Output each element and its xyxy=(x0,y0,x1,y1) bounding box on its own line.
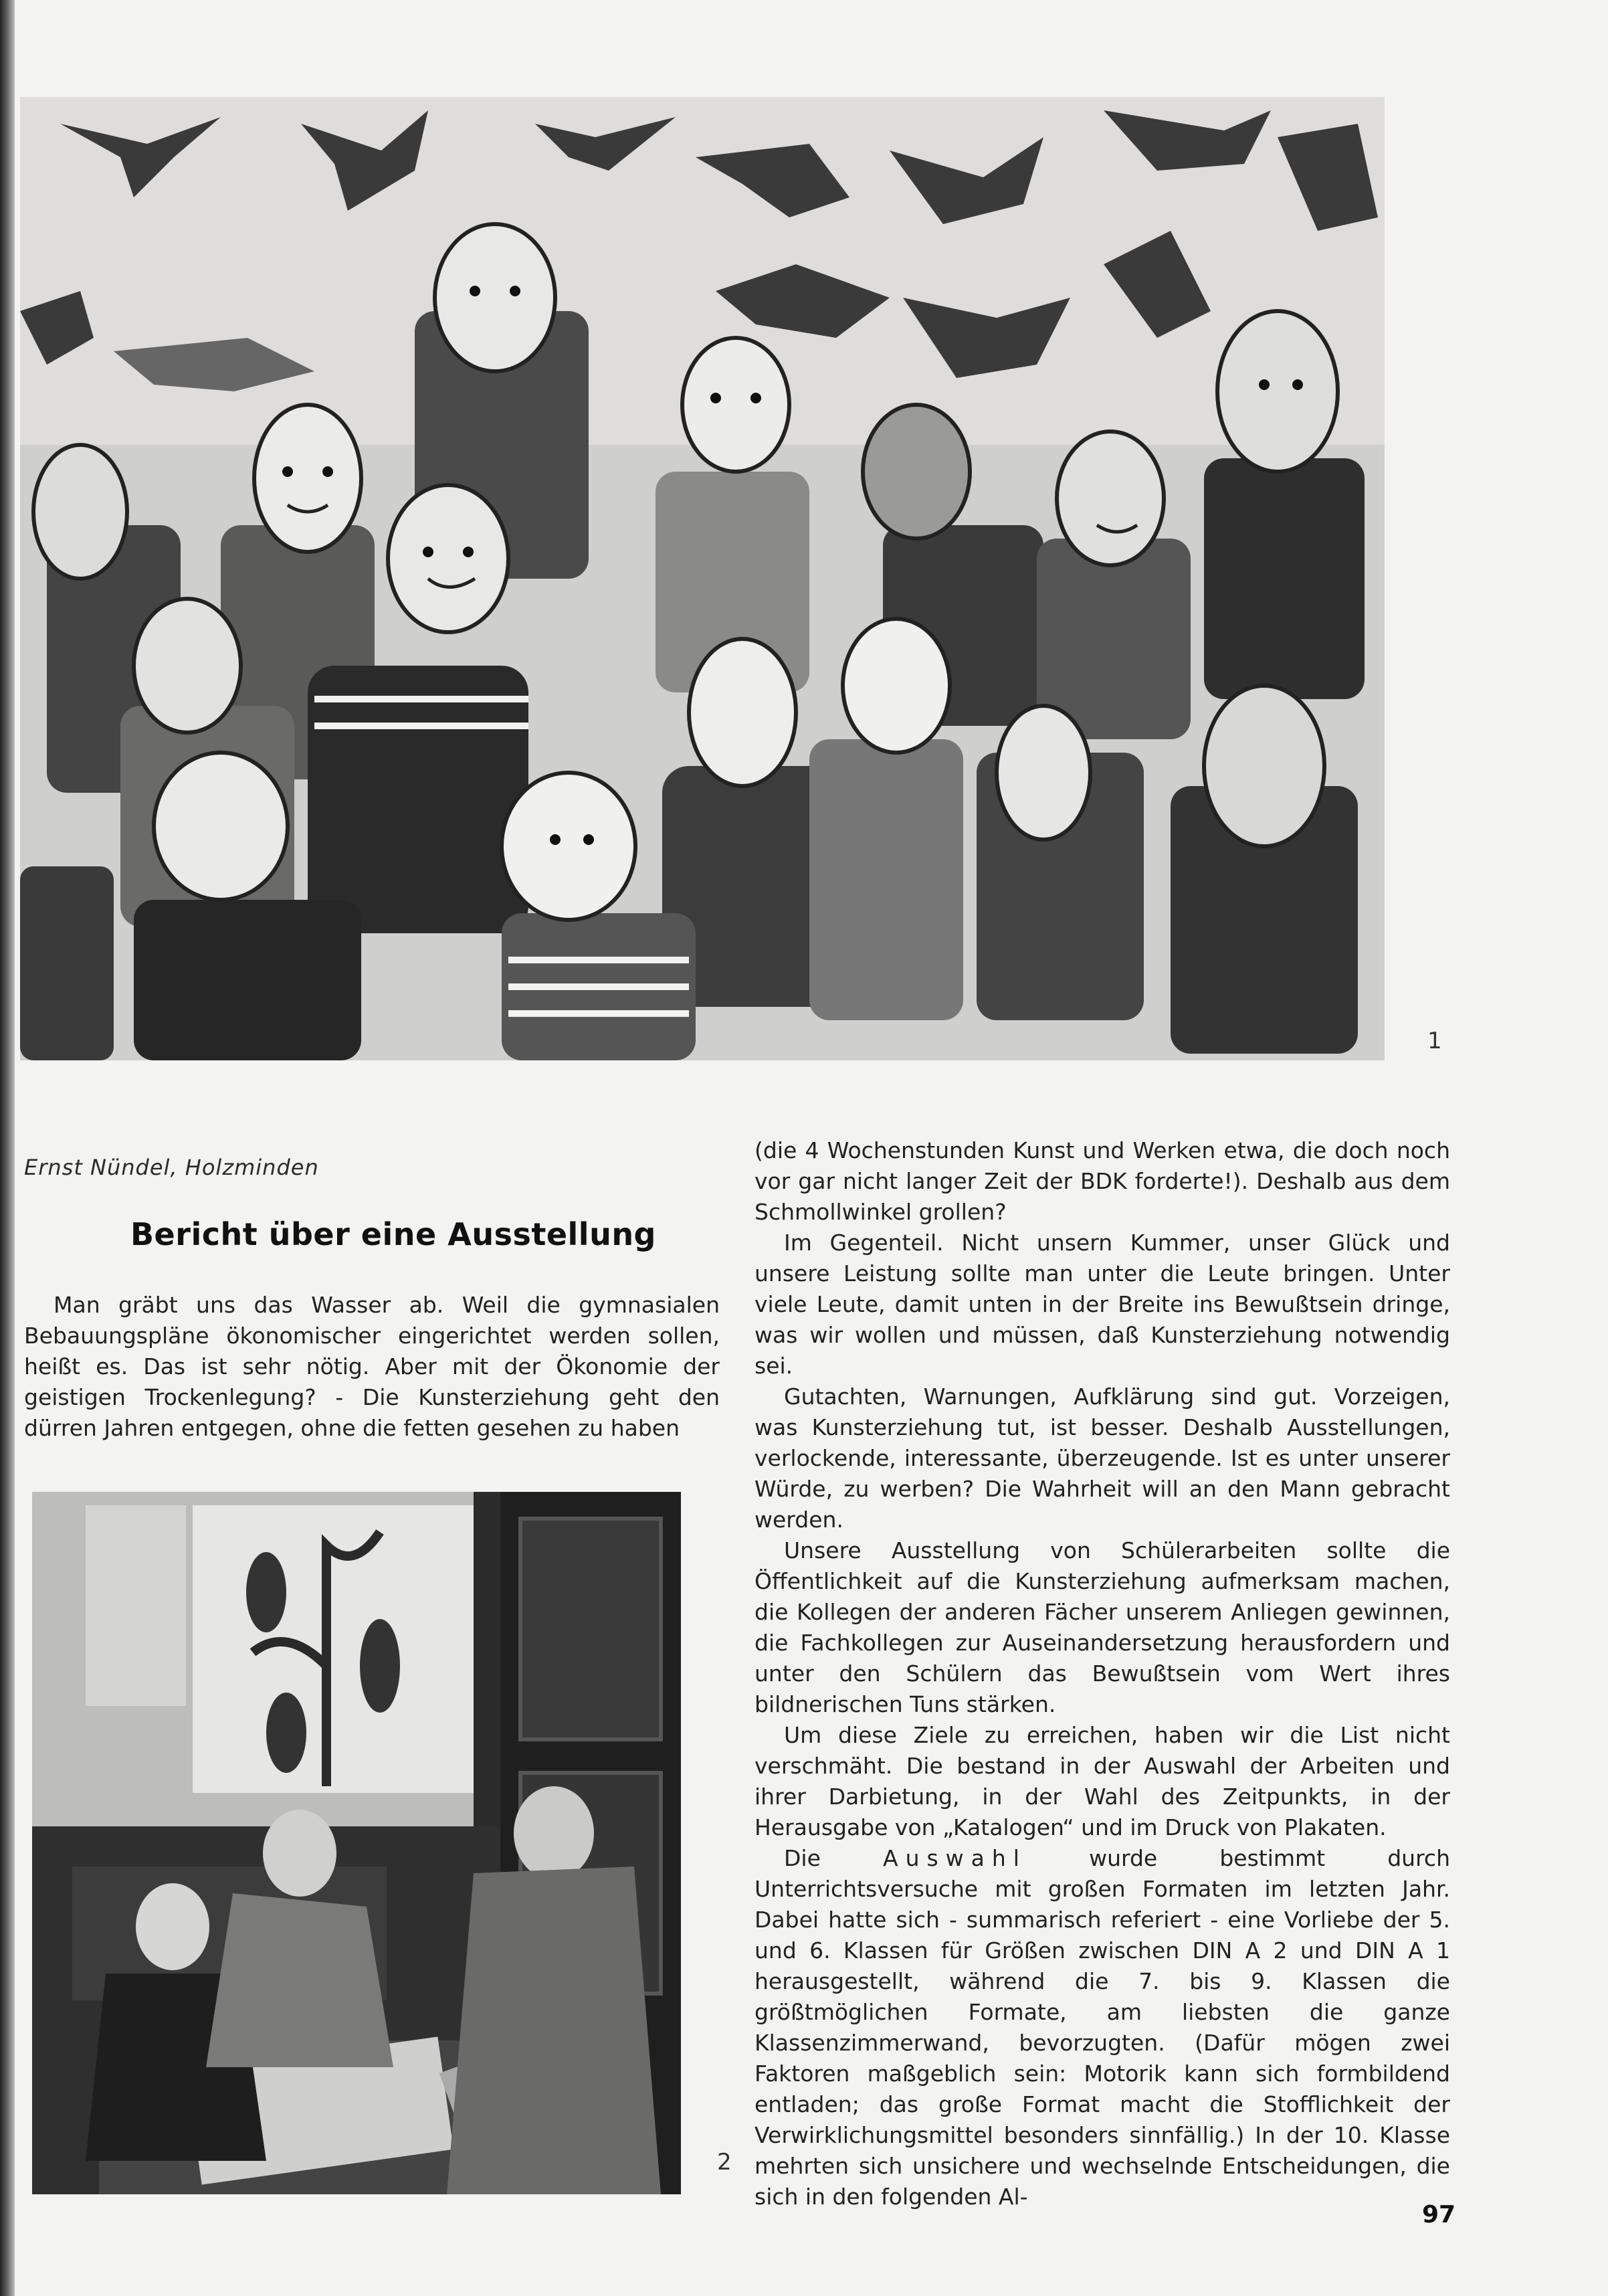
right-paragraph-6-spaced-word: Auswahl xyxy=(883,1845,1027,1871)
article-author: Ernst Nündel, Holzminden xyxy=(24,1155,319,1180)
figure-1-painting xyxy=(20,97,1385,1060)
figure-2-photo xyxy=(32,1492,681,2194)
article-title: Bericht über eine Ausstellung xyxy=(130,1216,656,1252)
figure-2-number: 2 xyxy=(717,2149,732,2176)
right-paragraph-4: Unsere Ausstellung von Schülerarbeiten sollte die Öffentlichkeit auf die Kunsterziehung aufmerksam machen, die Kollegen der anderen Fächer unserem Anliegen gewinnen, die Fachkollegen zur Auseinandersetzung herausfordern und unter den Schülern das Bewußtsein vom Wert ihres bildnerischen Tuns stärken. xyxy=(755,1537,1450,1717)
left-paragraph-1: Man gräbt uns das Wasser ab. Weil die gymnasialen Bebauungspläne ökonomischer eingerichtet werden sollen, heißt es. Das ist sehr nötig. Aber mit der Ökonomie der geistigen Trockenlegung? - Die Kunsterziehung geht den dürren Jahren entgegen, ohne die fetten gesehen zu haben xyxy=(24,1292,720,1441)
page-edge xyxy=(0,0,15,2296)
right-paragraph-3: Gutachten, Warnungen, Aufklärung sind gut. Vorzeigen, was Kunsterziehung tut, ist besser. Deshalb Ausstellungen, verlockende, interessante, überzeugende. Ist es unter unserer Würde, zu werben? Die Wahrheit will an den Mann gebracht werden. xyxy=(755,1383,1450,1533)
figure-2-illustration xyxy=(32,1492,681,2194)
right-paragraph-6-lead: Die xyxy=(784,1845,821,1871)
page-number: 97 xyxy=(1422,2201,1456,2228)
left-column xyxy=(24,1290,720,1444)
right-paragraph-5: Um diese Ziele zu erreichen, haben wir die List nicht verschmäht. Die bestand in der Auswahl der Arbeiten und ihrer Darbietung, in der Wahl des Zeitpunkts, in der Herausgabe von „Katalogen“ und im Druck von Plakaten. xyxy=(755,1722,1450,1840)
right-paragraph-6 xyxy=(755,1843,1450,2212)
figure-1-illustration xyxy=(20,97,1385,1060)
figure-1-number: 1 xyxy=(1427,1028,1442,1054)
right-paragraph-1: (die 4 Wochenstunden Kunst und Werken etwa, die doch noch vor gar nicht langer Zeit der BDK forderte!). Deshalb aus dem Schmollwinkel grollen? xyxy=(755,1137,1450,1225)
right-paragraph-6-rest: wurde bestimmt durch Unterrichtsversuche mit großen Formaten im letzten Jahr. Dabei hatte sich - summarisch referiert - eine Vorliebe der 5. und 6. Klassen für Größen zwischen DIN A 2 und DIN A 1 herausgestellt, während die 7. bis 9. Klassen die größtmöglichen Formate, am liebsten die ganze Klassenzimmerwand, bevorzugten. (Dafür mögen zwei Faktoren maßgeblich sein: Motorik kann sich formbildend entladen; das große Format macht die Stofflichkeit der Verwirklichungsmittel besonders sinnfällig.) In der 10. Klasse mehrten sich unsichere und wechselnde Entscheidungen, die sich in den folgenden Al- xyxy=(755,1845,1450,2210)
right-paragraph-2: Im Gegenteil. Nicht unsern Kummer, unser Glück und unsere Leistung sollte man unter die Leute bringen. Unter viele Leute, damit unten in der Breite ins Bewußtsein dringe, was wir wollen und müssen, daß Kunsterziehung notwendig sei. xyxy=(755,1230,1450,1379)
right-column xyxy=(755,1135,1450,2212)
